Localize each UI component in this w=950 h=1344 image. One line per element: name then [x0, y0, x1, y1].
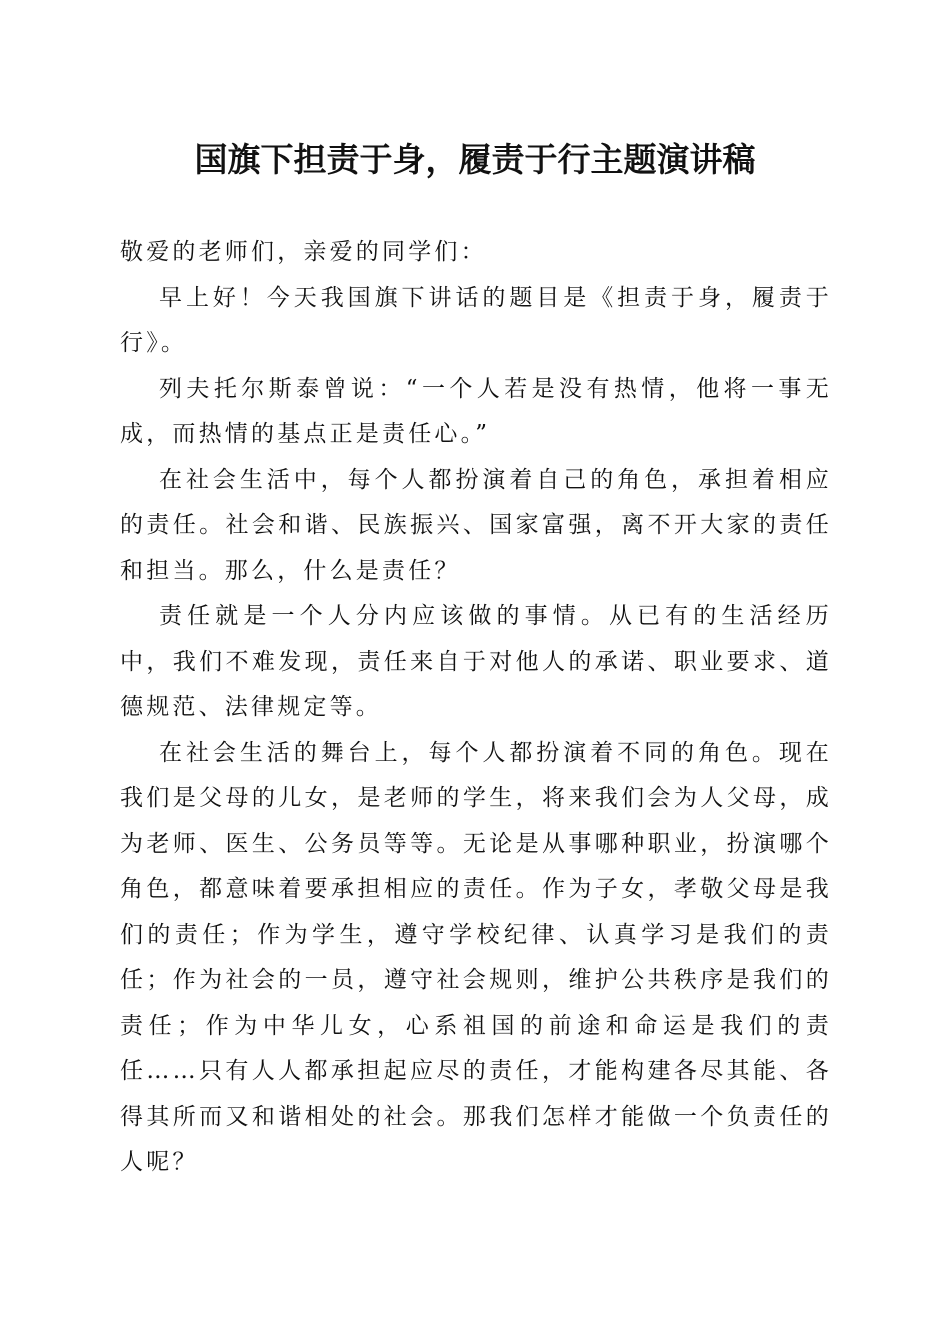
document-title: 国旗下担责于身，履责于行主题演讲稿	[194, 140, 756, 179]
paragraph-social-roles: 在社会生活中，每个人都扮演着自己的角色，承担着相应的责任。社会和谐、民族振兴、国家富强，离不开大家的责任和担当。那么，什么是责任？	[120, 466, 832, 584]
paragraph-definition: 责任就是一个人分内应该做的事情。从已有的生活经历中，我们不难发现，责任来自于对他人的承诺、职业要求、道德规范、法律规定等。	[120, 603, 832, 720]
document-body	[120, 230, 832, 1186]
paragraph-greeting: 早上好！今天我国旗下讲话的题目是《担责于身，履责于行》。	[120, 284, 832, 356]
paragraph-responsibilities: 在社会生活的舞台上，每个人都扮演着不同的角色。现在我们是父母的儿女，是老师的学生，将来我们会为人父母，成为老师、医生、公务员等等。无论是从事哪种职业，扮演哪个角色，都意味着要承担相应的责任。作为子女，孝敬父母是我们的责任；作为学生，遵守学校纪律、认真学习是我们的责任；作为社会的一员，遵守社会规则，维护公共秩序是我们的责任；作为中华儿女，心系祖国的前途和命运是我们的责任……只有人人都承担起应尽的责任，才能构建各尽其能、各得其所而又和谐相处的社会。那我们怎样才能做一个负责任的人呢？	[120, 739, 832, 1175]
paragraph-quote: 列夫托尔斯泰曾说：“一个人若是没有热情，他将一事无成，而热情的基点正是责任心。”	[120, 375, 832, 447]
salutation: 敬爱的老师们，亲爱的同学们：	[120, 239, 487, 265]
